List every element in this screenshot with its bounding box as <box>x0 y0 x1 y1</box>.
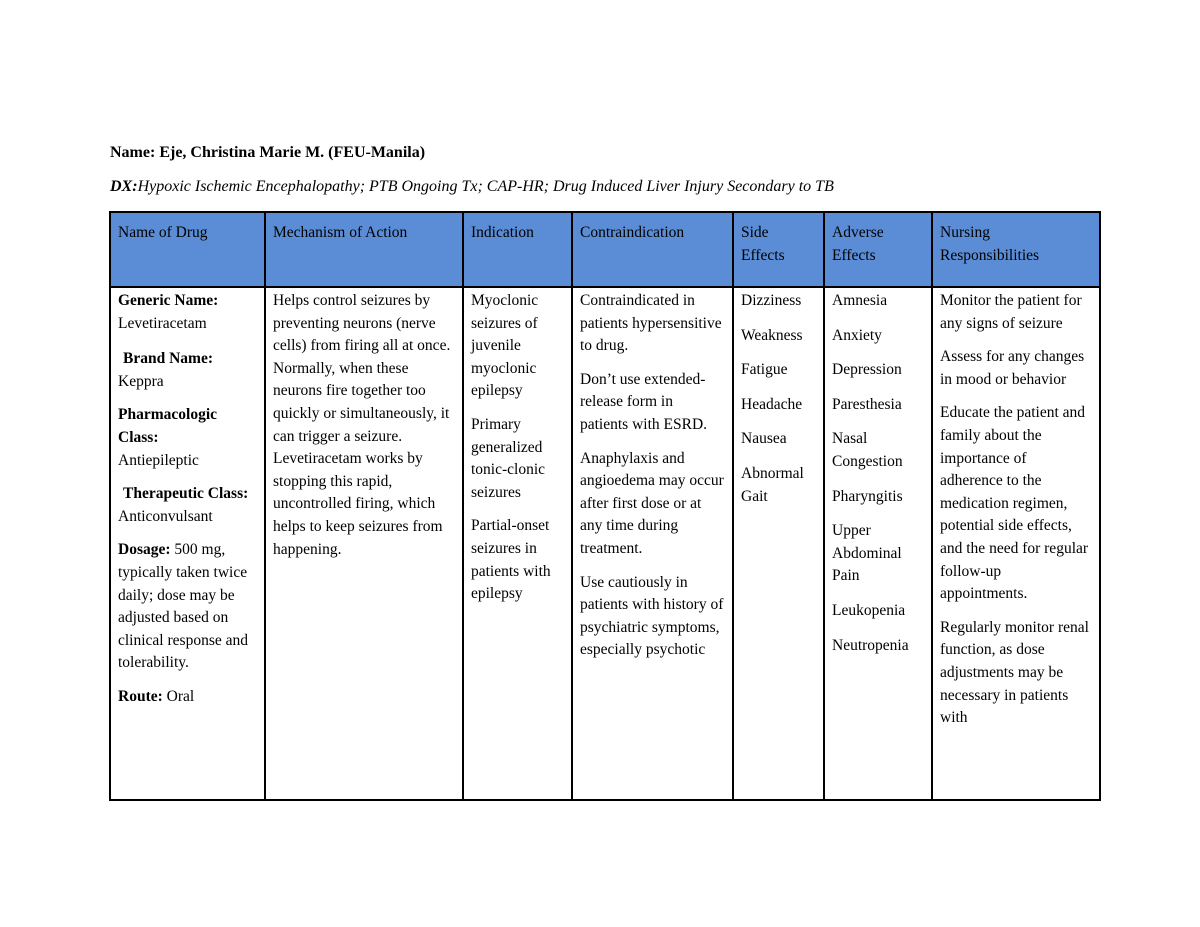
adverse-effect-item: Nasal Congestion <box>832 430 903 470</box>
drug-name-cell <box>110 287 265 800</box>
side-effect-item: Abnormal Gait <box>741 464 804 505</box>
indication-item: Primary generalized tonic-clonic seizures <box>471 415 546 501</box>
nursing-item: Monitor the patient for any signs of seizure <box>940 292 1082 332</box>
route-value: Oral <box>166 687 195 705</box>
adverse-effect-item: Leukopenia <box>832 601 906 619</box>
column-header-side-effects: Side Effects <box>733 212 824 287</box>
diagnosis-label: DX: <box>110 178 138 195</box>
adverse-effect-item: Depression <box>832 361 902 379</box>
contraindication-item: Use cautiously in patients with history of psychiatric symptoms, especially psychotic <box>580 573 724 659</box>
adverse-effects-cell <box>824 287 932 800</box>
contraindication-item: Contraindicated in patients hypersensitive to drug. <box>580 292 722 355</box>
column-header-drug-name: Name of Drug <box>110 212 265 287</box>
adverse-effect-item: Pharyngitis <box>832 487 903 505</box>
pharmacologic-class-value: Antiepileptic <box>118 451 199 469</box>
column-header-indication: Indication <box>463 212 572 287</box>
diagnosis-text: Hypoxic Ischemic Encephalopathy; PTB Ongoing Tx; CAP-HR; Drug Induced Liver Injury Secondary to TB <box>137 178 834 195</box>
adverse-effect-item: Amnesia <box>832 292 888 309</box>
nursing-item: Regularly monitor renal function, as dose adjustments may be necessary in patients with <box>940 618 1089 727</box>
adverse-effect-item: Upper Abdominal Pain <box>832 522 902 585</box>
indication-item: Myoclonic seizures of juvenile myoclonic epilepsy <box>471 292 539 400</box>
adverse-effect-item: Paresthesia <box>832 395 902 413</box>
drug-study-table <box>109 211 1101 801</box>
adverse-effect-item: Neutropenia <box>832 636 909 654</box>
side-effects-cell <box>733 287 824 800</box>
generic-name-label: Generic Name: <box>118 292 219 309</box>
nursing-responsibilities-cell <box>932 287 1100 800</box>
side-effect-item: Dizziness <box>741 292 802 309</box>
student-name: Name: Eje, Christina Marie M. (FEU-Manila) <box>110 144 426 161</box>
brand-name-label: Brand Name: <box>123 350 213 368</box>
column-header-adverse-effects: Adverse Effects <box>824 212 932 287</box>
indication-cell <box>463 287 572 800</box>
contraindication-cell <box>572 287 733 800</box>
dosage-label: Dosage: <box>118 541 171 559</box>
mechanism-text: Helps control seizures by preventing neurons (nerve cells) from firing all at once. Normally, when these neurons fire together too quickly or simultaneously, it can trigger a seizure. Levetiracetam works by stopping this rapid, uncontrolled firing, which helps to keep seizures from happening. <box>273 292 451 558</box>
column-header-mechanism: Mechanism of Action <box>265 212 463 287</box>
nursing-item: Assess for any changes in mood or behavior <box>940 348 1085 388</box>
column-header-nursing-responsibilities: Nursing Responsibilities <box>932 212 1100 287</box>
contraindication-item: Anaphylaxis and angioedema may occur after first dose or at any time during treatment. <box>580 449 724 557</box>
side-effect-item: Headache <box>741 395 803 413</box>
therapeutic-class-label: Therapeutic Class: <box>123 485 249 503</box>
pharmacologic-class-label: Pharmacologic Class: <box>118 406 218 446</box>
indication-item: Partial-onset seizures in patients with epilepsy <box>471 517 551 603</box>
table-header-row <box>110 212 1100 287</box>
dosage-value: 500 mg, typically taken twice daily; dose may be adjusted based on clinical response and tolerability. <box>118 541 248 672</box>
contraindication-item: Don’t use extended-release form in patients with ESRD. <box>580 370 708 433</box>
generic-name-value: Levetiracetam <box>118 314 207 332</box>
diagnosis-line <box>110 178 834 196</box>
therapeutic-class-value: Anticonvulsant <box>118 507 213 525</box>
route-label: Route: <box>118 687 163 705</box>
side-effect-item: Weakness <box>741 326 803 344</box>
adverse-effect-item: Anxiety <box>832 326 882 344</box>
table-row <box>110 287 1100 800</box>
brand-name-value: Keppra <box>118 372 164 390</box>
mechanism-cell <box>265 287 463 800</box>
side-effect-item: Nausea <box>741 430 787 448</box>
side-effect-item: Fatigue <box>741 361 788 379</box>
column-header-contraindication: Contraindication <box>572 212 733 287</box>
nursing-item: Educate the patient and family about the importance of adherence to the medication regimen, potential side effects, and the need for regular follow-up appointments. <box>940 404 1089 603</box>
